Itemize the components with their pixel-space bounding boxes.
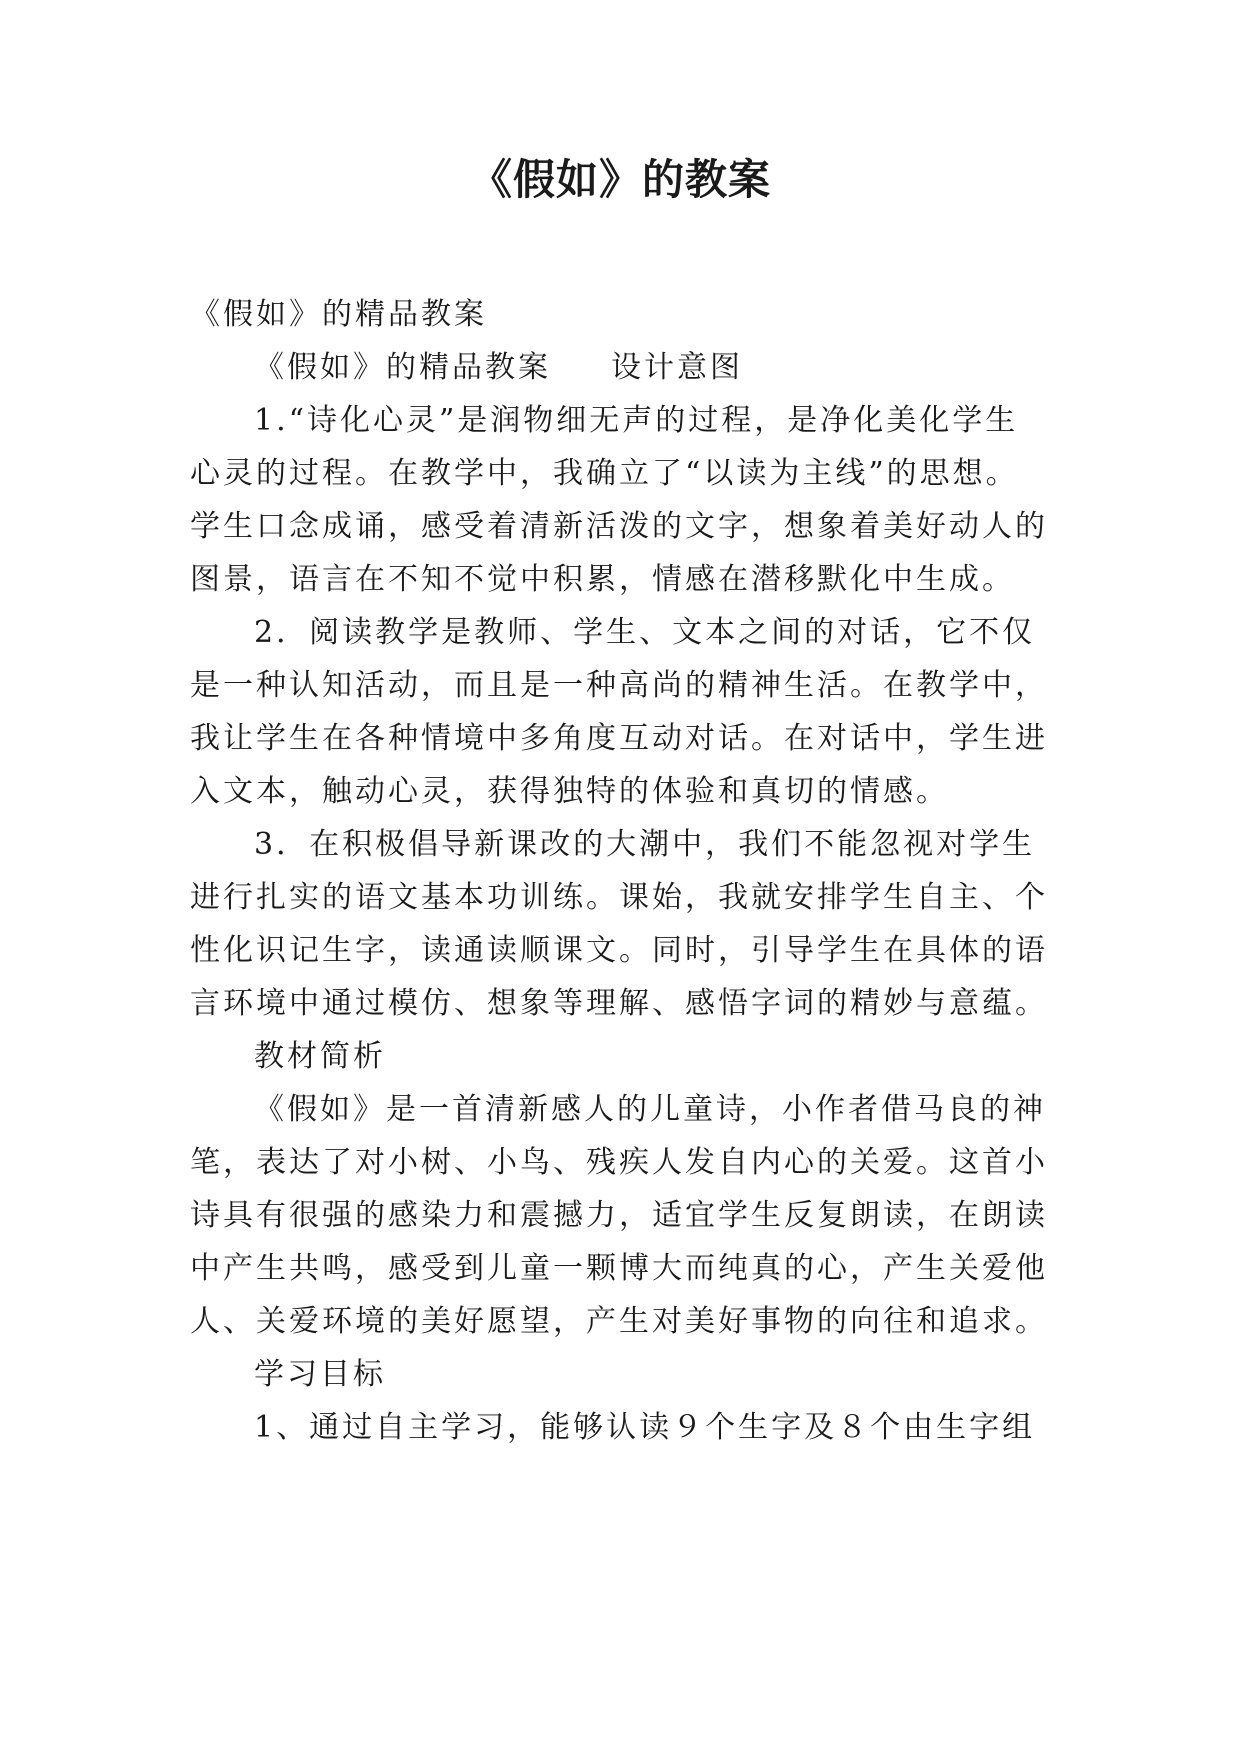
paragraph-line: 《假如》是一首清新感人的儿童诗，小作者借马良的神 <box>254 1092 1046 1127</box>
paragraph-line: 我让学生在各种情境中多角度互动对话。在对话中，学生进 <box>190 721 1048 756</box>
section-heading-left: 《假如》的精品教案 <box>254 350 551 385</box>
paragraph-line: 是一种认知活动，而且是一种高尚的精神生活。在教学中， <box>190 668 1048 703</box>
section-heading-right: 设计意图 <box>611 350 743 385</box>
subtitle-line: 《假如》的精品教案 <box>190 297 487 332</box>
paragraph-line: 笔，表达了对小树、小鸟、残疾人发自内心的关爱。这首小 <box>190 1145 1048 1180</box>
section-heading-textbook: 教材简析 <box>254 1039 386 1074</box>
paragraph-line: 言环境中通过模仿、想象等理解、感悟字词的精妙与意蕴。 <box>190 986 1048 1021</box>
paragraph-line: 人、关爱环境的美好愿望，产生对美好事物的向往和追求。 <box>190 1304 1048 1339</box>
paragraph-line: 入文本，触动心灵，获得独特的体验和真切的情感。 <box>190 774 949 809</box>
document-body <box>190 288 1070 1454</box>
paragraph-line: 中产生共鸣，感受到儿童一颗博大而纯真的心，产生关爱他 <box>190 1251 1048 1286</box>
paragraph-line: 进行扎实的语文基本功训练。课始，我就安排学生自主、个 <box>190 880 1048 915</box>
paragraph-line: 心灵的过程。在教学中，我确立了“以读为主线”的思想。 <box>190 456 1019 491</box>
paragraph-line: 1.“诗化心灵”是润物细无声的过程，是净化美化学生 <box>254 403 1019 438</box>
paragraph-line: 学生口念成诵，感受着清新活泼的文字，想象着美好动人的 <box>190 509 1048 544</box>
paragraph-line: 诗具有很强的感染力和震撼力，适宜学生反复朗读，在朗读 <box>190 1198 1048 1233</box>
section-heading-line <box>190 341 1070 394</box>
paragraph-line: 性化识记生字，读通读顺课文。同时，引导学生在具体的语 <box>190 933 1048 968</box>
paragraph-line: 2．阅读教学是教师、学生、文本之间的对话，它不仅 <box>254 615 1036 650</box>
section-heading-goals: 学习目标 <box>254 1357 386 1392</box>
page-title: 《假如》的教案 <box>469 155 771 204</box>
paragraph-line: 1、通过自主学习，能够认读９个生字及８个由生字组 <box>254 1410 1036 1445</box>
paragraph-line: 3．在积极倡导新课改的大潮中，我们不能忽视对学生 <box>254 827 1036 862</box>
paragraph-line: 图景，语言在不知不觉中积累，情感在潜移默化中生成。 <box>190 562 1015 597</box>
